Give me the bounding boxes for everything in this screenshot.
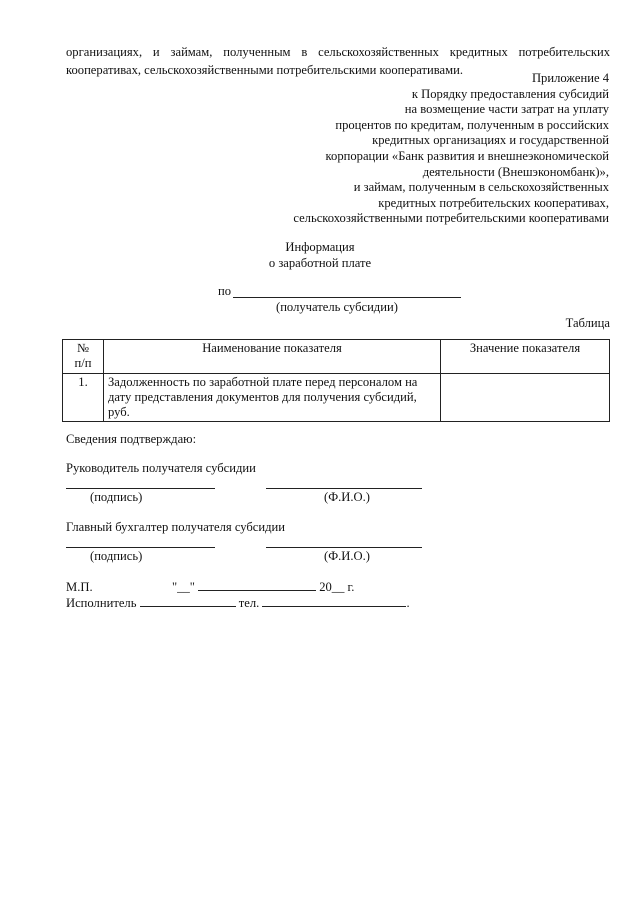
phone-label: тел. — [238, 596, 260, 610]
intro-line-2: кооперативах, сельскохозяйственными потребительскими кооперативами. — [66, 63, 463, 77]
document-subtitle: о заработной плате — [268, 256, 372, 270]
footer-period: . — [406, 596, 410, 610]
date-year: 20__ г. — [319, 580, 355, 594]
appendix-line: к Порядку предоставления субсидий — [411, 86, 609, 101]
signature-line — [66, 488, 215, 489]
signature-line — [66, 547, 215, 548]
appendix-line: и займам, полученным в сельскохозяйственных — [353, 180, 609, 195]
appendix-line: деятельности (Внешэкономбанк)», — [422, 164, 609, 179]
row-indicator-value — [441, 374, 610, 422]
stamp-label: М.П. — [66, 580, 93, 594]
signer-title: Руководитель получателя субсидии — [66, 461, 256, 475]
recipient-blank-line — [233, 297, 461, 298]
appendix-line: кредитных организациях и государственной — [372, 133, 609, 148]
intro-line-1: организациях, и займам, полученным в сельскохозяйственных кредитных потребительских — [66, 45, 610, 59]
table-label: Таблица — [565, 316, 610, 330]
row-indicator-name: Задолженность по заработной плате перед персоналом на дату представления документов для получения субсидий, руб. — [104, 374, 441, 422]
executor-field — [66, 596, 410, 611]
signature-caption: (подпись) — [90, 549, 143, 563]
document-title: Информация — [285, 240, 355, 254]
table-row — [63, 374, 610, 422]
header-indicator-name: Наименование показателя — [104, 340, 441, 374]
executor-blank — [140, 596, 236, 607]
name-caption: (Ф.И.О.) — [324, 549, 370, 563]
recipient-caption: (получатель субсидии) — [276, 300, 398, 314]
confirm-text: Сведения подтверждаю: — [66, 432, 197, 446]
name-caption: (Ф.И.О.) — [324, 490, 370, 504]
name-line — [266, 488, 422, 489]
appendix-line: кредитных потребительских кооперативах, — [378, 195, 609, 210]
header-indicator-value: Значение показателя — [441, 340, 610, 374]
name-line — [266, 547, 422, 548]
date-month-blank — [198, 580, 316, 591]
recipient-prefix: по — [218, 284, 232, 298]
date-day: "__" — [172, 580, 195, 594]
date-field — [172, 580, 354, 595]
header-number: № п/п — [63, 340, 104, 374]
appendix-line: сельскохозяйственными потребительскими кооперативами — [293, 211, 609, 226]
phone-blank — [262, 596, 406, 607]
appendix-line: на возмещение части затрат на уплату — [404, 102, 609, 117]
table-header-row — [63, 340, 610, 374]
appendix-reference — [293, 71, 609, 227]
appendix-line: корпорации «Банк развития и внешнеэкономической — [325, 148, 609, 163]
row-number: 1. — [63, 374, 104, 422]
executor-label: Исполнитель — [66, 596, 137, 610]
appendix-line: Приложение 4 — [531, 71, 609, 85]
indicator-table — [62, 339, 610, 422]
signer-title: Главный бухгалтер получателя субсидии — [66, 520, 285, 534]
appendix-line: процентов по кредитам, полученным в российских — [335, 117, 609, 132]
signature-caption: (подпись) — [90, 490, 143, 504]
